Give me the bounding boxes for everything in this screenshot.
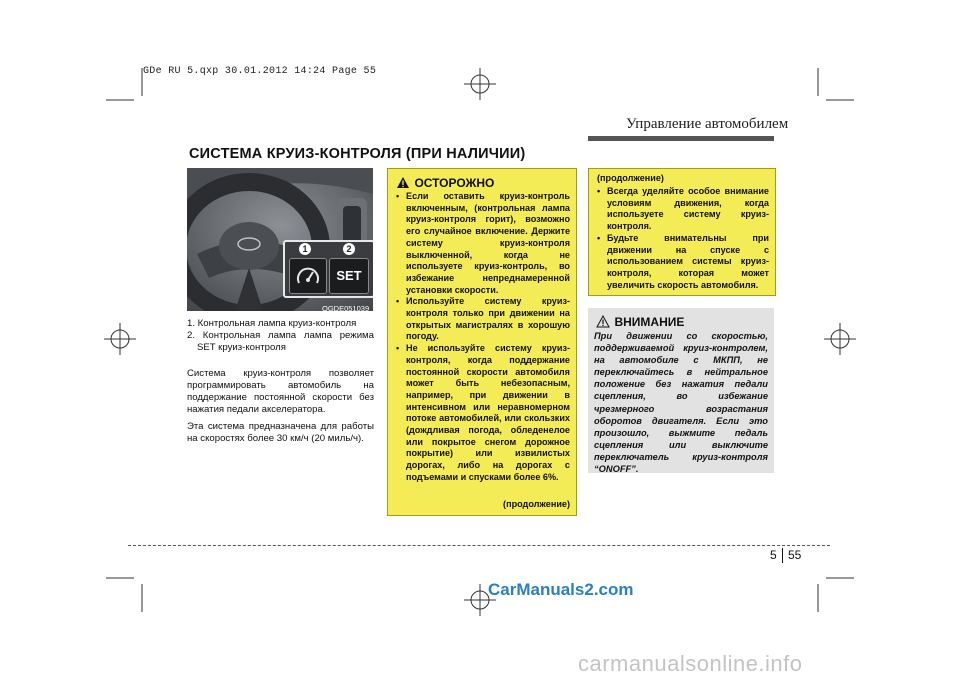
- caution-title-row: [596, 313, 684, 331]
- paragraph: Эта система предназначена для работы на скоростях более 30 км/ч (20 миль/ч).: [187, 421, 374, 444]
- watermark-carmanualsonline: carmanualsonline.info: [578, 651, 803, 676]
- marker-1: [299, 243, 311, 255]
- figure-legend: [187, 318, 374, 354]
- continued-header: (продолжение): [597, 173, 664, 183]
- marker-1-label: 1: [302, 244, 308, 254]
- caution-triangle-icon: [596, 315, 610, 328]
- set-button: [329, 258, 369, 294]
- page-section-number: 5: [770, 548, 777, 562]
- print-file-info: GDe RU 5.qxp 30.01.2012 14:24 Page 55: [143, 66, 377, 77]
- warning-continued: (продолжение): [503, 499, 570, 509]
- warning-item: • Всегда уделяйте особое внимание условиям движения, когда используете систему круиз-контроля.: [595, 186, 769, 233]
- warning-triangle-icon: [396, 176, 410, 189]
- cruise-control-icon: [290, 259, 326, 293]
- section-title: Управление автомобилем: [626, 116, 789, 132]
- warning-cont-list: [595, 186, 769, 291]
- steering-wheel-photo: [187, 168, 373, 311]
- body-text: [187, 368, 374, 450]
- warning-item: • Используйте систему круиз-контроля только при движении на открытых магистралях в хорошую погоду.: [394, 296, 570, 343]
- caution-box: [588, 308, 774, 473]
- page-title: СИСТЕМА КРУИЗ-КОНТРОЛЯ (ПРИ НАЛИЧИИ): [189, 146, 526, 162]
- warning-list: [394, 191, 570, 484]
- legend-item: 2. Контрольная лампа лампа режима SET круиз-контроля: [187, 330, 374, 353]
- legend-item: 1. Контрольная лампа круиз-контроля: [187, 318, 357, 329]
- paragraph: Система круиз-контроля позволяет программировать автомобиль на поддержание постоянной скорости без нажатия педали акселератора.: [187, 368, 374, 415]
- caution-text: При движении со скоростью, поддерживаемой круиз-контролем, на автомобиле с МКПП, не переключайтесь в нейтральное положение без нажатия педали сцепления, во избежание чрезмерного возрастания оборотов двигателя. Если это произошло, выжмите педаль сцепления или выключите переключатель круиз-контроля “ONOFF”.: [594, 331, 768, 475]
- page-number-divider: [782, 548, 783, 563]
- warning-item: • Не используйте систему круиз-контроля, когда поддержание постоянной скорости автомобиля может быть небезопасным, например, при движении в интенсивном или неравномерном потоке автомобилей, или скользких (дождливая погода, обледенелое или покрытое снегом дорожное покрытие) или извилистых дорогах, либо на дорогах с подъемами и спусками более 6%.: [394, 343, 570, 483]
- warning-title: ОСТОРОЖНО: [414, 176, 495, 190]
- cruise-buttons-callout: [283, 240, 373, 298]
- warning-item: • Будьте внимательны при движении на спуске с использованием системы круиз-контроля, которая может увеличить скорость автомобиля.: [595, 233, 769, 292]
- cruise-control-indicator-button: [289, 258, 327, 294]
- marker-2-label: 2: [346, 244, 352, 254]
- warning-title-row: [396, 174, 494, 192]
- page-number: 55: [788, 548, 802, 562]
- page-separator: [128, 545, 830, 546]
- figure-code: OGDE051039: [322, 304, 370, 313]
- watermark-carmanuals2: CarManuals2.com: [488, 580, 634, 599]
- warning-box-continued: [588, 168, 776, 296]
- set-button-label: SET: [336, 268, 362, 283]
- warning-item: • Если оставить круиз-контроль включенным, (контрольная лампа круиз-контроля горит), возможно его случайное включение. Держите систему круиз-контроля выключенной, когда не используете круиз-контроль, во избежание непреднамеренной установки скорости.: [394, 191, 570, 296]
- warning-box: [387, 168, 577, 516]
- marker-2: [343, 243, 355, 255]
- caution-title: ВНИМАНИЕ: [614, 315, 685, 329]
- section-title-rule: [588, 136, 774, 141]
